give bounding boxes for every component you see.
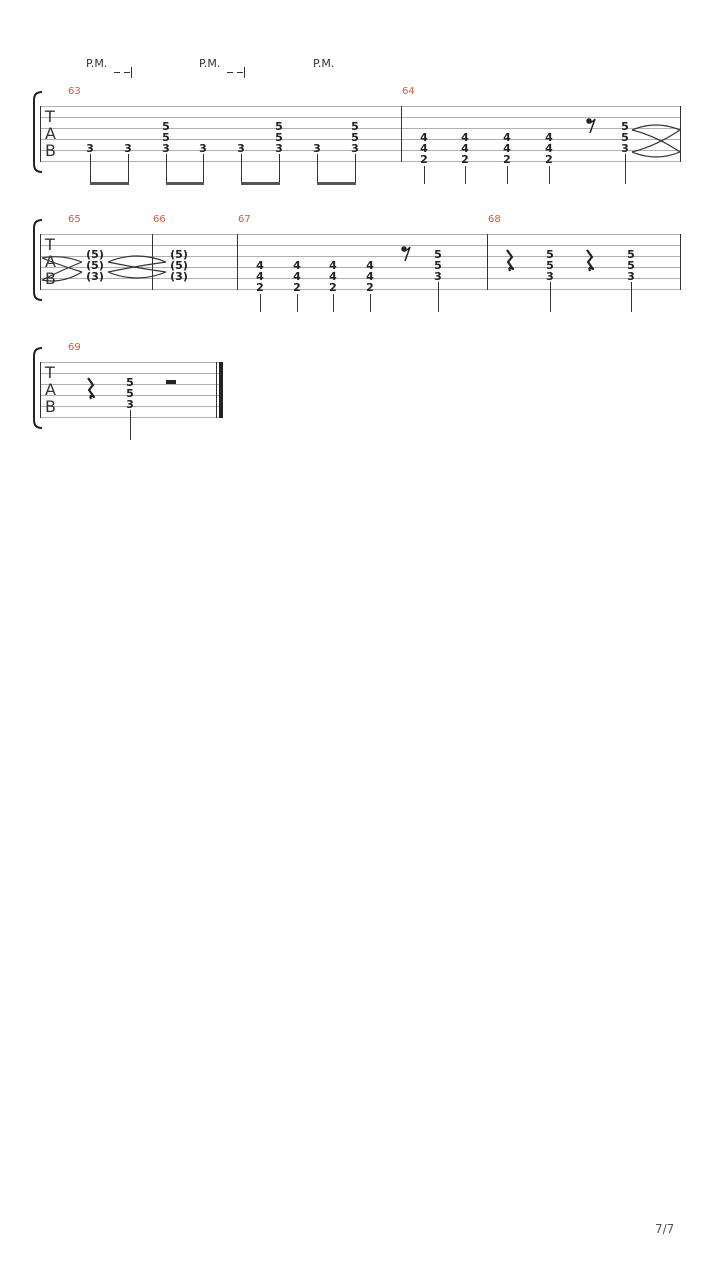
fret-number: 2 xyxy=(366,281,374,294)
fret-number: (5) xyxy=(170,248,188,261)
fret-number: 3 xyxy=(275,142,283,155)
tab-clef-t: T xyxy=(45,363,55,382)
fret-number: 3 xyxy=(351,142,359,155)
fret-number: 3 xyxy=(434,270,442,283)
palm-mute-2 xyxy=(199,57,245,78)
measure-number-69: 69 xyxy=(68,342,81,353)
fret-number: 4 xyxy=(293,259,301,272)
fret-number: 5 xyxy=(275,131,283,144)
fret-number: 5 xyxy=(621,120,629,133)
fret-number: 4 xyxy=(545,142,553,155)
fret-number: 4 xyxy=(420,142,428,155)
fret-number: 2 xyxy=(329,281,337,294)
fret-number: 4 xyxy=(256,270,264,283)
tab-system-2 xyxy=(34,214,681,312)
tab-clef-a: A xyxy=(45,252,56,271)
final-barline-thick xyxy=(219,362,223,418)
fret-number: (3) xyxy=(170,270,188,283)
tab-clef-b: B xyxy=(45,397,56,416)
measure-number-64: 64 xyxy=(402,86,415,97)
palm-mute-label: P.M. xyxy=(86,57,108,70)
fret-number: 4 xyxy=(329,259,337,272)
tab-clef-b: B xyxy=(45,269,56,288)
palm-mute-label: P.M. xyxy=(199,57,221,70)
palm-mute-label: P.M. xyxy=(313,57,335,70)
fret-number: 4 xyxy=(293,270,301,283)
half-rest-icon xyxy=(166,380,176,384)
fret-number: 5 xyxy=(627,259,635,272)
fret-number: 5 xyxy=(546,259,554,272)
palm-mute-1 xyxy=(86,57,132,78)
fret-number: 5 xyxy=(434,248,442,261)
fret-number: 2 xyxy=(503,153,511,166)
fret-number: 3 xyxy=(237,142,245,155)
fret-number: 2 xyxy=(420,153,428,166)
tie-icon xyxy=(632,125,680,157)
fret-number: 2 xyxy=(461,153,469,166)
staff-lines xyxy=(40,235,681,290)
fret-number: 3 xyxy=(313,142,321,155)
fret-number: 3 xyxy=(86,142,94,155)
fret-number: 5 xyxy=(162,131,170,144)
measure-number-67: 67 xyxy=(238,214,251,225)
fret-number: 4 xyxy=(420,131,428,144)
fret-number: 5 xyxy=(621,131,629,144)
fret-number: (5) xyxy=(86,248,104,261)
tab-clef-t: T xyxy=(45,235,55,254)
fret-number: 5 xyxy=(126,376,134,389)
notes-m66 xyxy=(170,248,188,283)
fret-number: 5 xyxy=(546,248,554,261)
fret-number: 3 xyxy=(162,142,170,155)
fret-number: 5 xyxy=(627,248,635,261)
fret-number: 3 xyxy=(627,270,635,283)
tab-clef-b: B xyxy=(45,141,56,160)
fret-number: 5 xyxy=(126,387,134,400)
notes-m67 xyxy=(256,248,442,294)
fret-number: (5) xyxy=(86,259,104,272)
fret-number: 3 xyxy=(621,142,629,155)
fret-number: (3) xyxy=(86,270,104,283)
fret-number: 5 xyxy=(275,120,283,133)
page-number: 7/7 xyxy=(655,1222,675,1236)
fret-number: 5 xyxy=(434,259,442,272)
eighth-rest-icon xyxy=(402,247,410,261)
notes-m64 xyxy=(420,120,629,166)
fret-number: 5 xyxy=(351,120,359,133)
fret-number: (5) xyxy=(170,259,188,272)
palm-mute-3 xyxy=(313,57,334,70)
tab-clef-a: A xyxy=(45,124,56,143)
beams-m63 xyxy=(91,154,356,184)
fret-number: 3 xyxy=(546,270,554,283)
fret-number: 4 xyxy=(366,270,374,283)
stems-m68 xyxy=(551,282,632,312)
measure-number-68: 68 xyxy=(488,214,501,225)
fret-number: 4 xyxy=(329,270,337,283)
fret-number: 3 xyxy=(126,398,134,411)
fret-number: 4 xyxy=(256,259,264,272)
tab-system-3 xyxy=(34,342,223,440)
measure-number-63: 63 xyxy=(68,86,81,97)
stems-m64 xyxy=(425,154,626,184)
fret-number: 5 xyxy=(351,131,359,144)
fret-number: 5 xyxy=(162,120,170,133)
fret-number: 4 xyxy=(461,142,469,155)
stems-m67 xyxy=(261,282,439,312)
fret-number: 2 xyxy=(256,281,264,294)
fret-number: 4 xyxy=(503,142,511,155)
eighth-rest-icon xyxy=(587,119,595,133)
fret-number: 4 xyxy=(545,131,553,144)
fret-number: 3 xyxy=(124,142,132,155)
notes-m65 xyxy=(86,248,104,283)
staff-lines xyxy=(40,107,681,162)
tab-clef-a: A xyxy=(45,380,56,399)
fret-number: 2 xyxy=(545,153,553,166)
fret-number: 4 xyxy=(503,131,511,144)
fret-number: 3 xyxy=(199,142,207,155)
notes-m63 xyxy=(86,120,359,155)
beam-bars-m63 xyxy=(90,182,356,185)
tab-system-1 xyxy=(34,57,681,185)
notes-m69 xyxy=(126,376,134,411)
measure-number-65: 65 xyxy=(68,214,81,225)
fret-number: 4 xyxy=(461,131,469,144)
fret-number: 4 xyxy=(366,259,374,272)
fret-number: 2 xyxy=(293,281,301,294)
tab-clef-t: T xyxy=(45,107,55,126)
measure-number-66: 66 xyxy=(153,214,166,225)
